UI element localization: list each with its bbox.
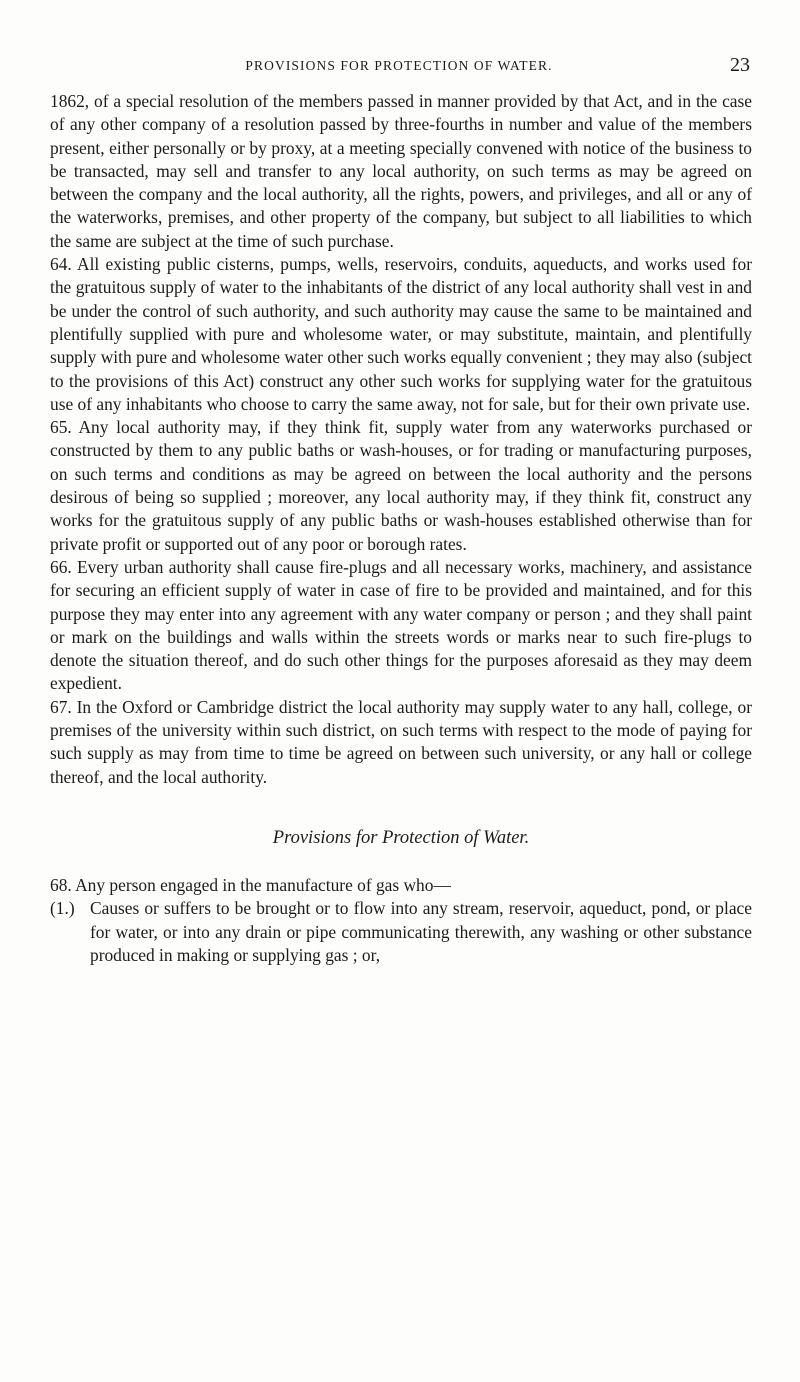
paragraph-67: 67. In the Oxford or Cambridge district the local authority may supply water to any hall, college, or premises of the university within such district, on such terms with respect to the mode of paying for such supply as may from time to time be agreed on between such university, or any hall or college thereof, and the local authority. — [50, 696, 752, 787]
sub-clause-text: Causes or suffers to be brought or to flow into any stream, reservoir, aqueduct, pond, or place for water, or into any drain or pipe communicating therewith, any washing or other substance produced in making or supplying gas ; or, — [90, 898, 752, 965]
page-number: 23 — [730, 54, 750, 76]
sub-clause-marker: (1.) — [50, 898, 75, 919]
paragraph-66: 66. Every urban authority shall cause fire-plugs and all necessary works, machinery, and assistance for securing an efficient supply of water in case of fire to be provided and maintained, and for this purpose they may enter into any agreement with any water company or person ; and they shall paint or mark on the buildings and walls within the streets words or marks near to such fire-plugs to denote the situation thereof, and do such other things for the purposes aforesaid as they may deem expedient. — [50, 556, 752, 694]
body-text — [50, 90, 752, 967]
paragraph-65: 65. Any local authority may, if they think fit, supply water from any waterworks purchased or constructed by them to any public baths or wash-houses, or for trading or manufacturing purposes, on such terms and conditions as may be agreed on between the local authority and the persons desirous of being so supplied ; moreover, any local authority may, if they think fit, construct any works for the gratuitous supply of any public baths or wash-houses established otherwise than for private profit or supported out of any poor or borough rates. — [50, 417, 752, 554]
running-title: PROVISIONS FOR PROTECTION OF WATER. — [245, 58, 553, 73]
paragraph-68: 68. Any person engaged in the manufacture of gas who— — [50, 874, 451, 895]
sub-clause-1 — [50, 897, 752, 967]
running-head — [48, 54, 750, 78]
paragraph-continuation: 1862, of a special resolution of the members passed in manner provided by that Act, and in the case of any other company of a resolution passed by three-fourths in number and value of the members present, either personally or by proxy, at a meeting specially convened with notice of the business to be transacted, may sell and transfer to any local authority, on such terms as may be agreed on between the company and the local authority, all the rights, powers, and privileges, and all or any of the waterworks, premises, and other property of the company, but subject to all liabilities to which the same are subject at the time of such purchase. — [50, 91, 752, 251]
paragraph-64: 64. All existing public cisterns, pumps, wells, reservoirs, conduits, aqueducts, and works used for the gratuitous supply of water to the inhabitants of the district of any local authority shall vest in and be under the control of such authority, and such authority may cause the same to be maintained and plentifully supplied with pure and wholesome water, or may substitute, maintain, and plentifully supply with pure and wholesome water other such works equally convenient ; they may also (subject to the provisions of this Act) construct any other such works for supplying water for the gratuitous use of any inhabitants who choose to carry the same away, not for sale, but for their own private use. — [50, 254, 752, 414]
section-heading: Provisions for Protection of Water. — [272, 827, 530, 848]
sub-clause-list — [50, 897, 752, 967]
